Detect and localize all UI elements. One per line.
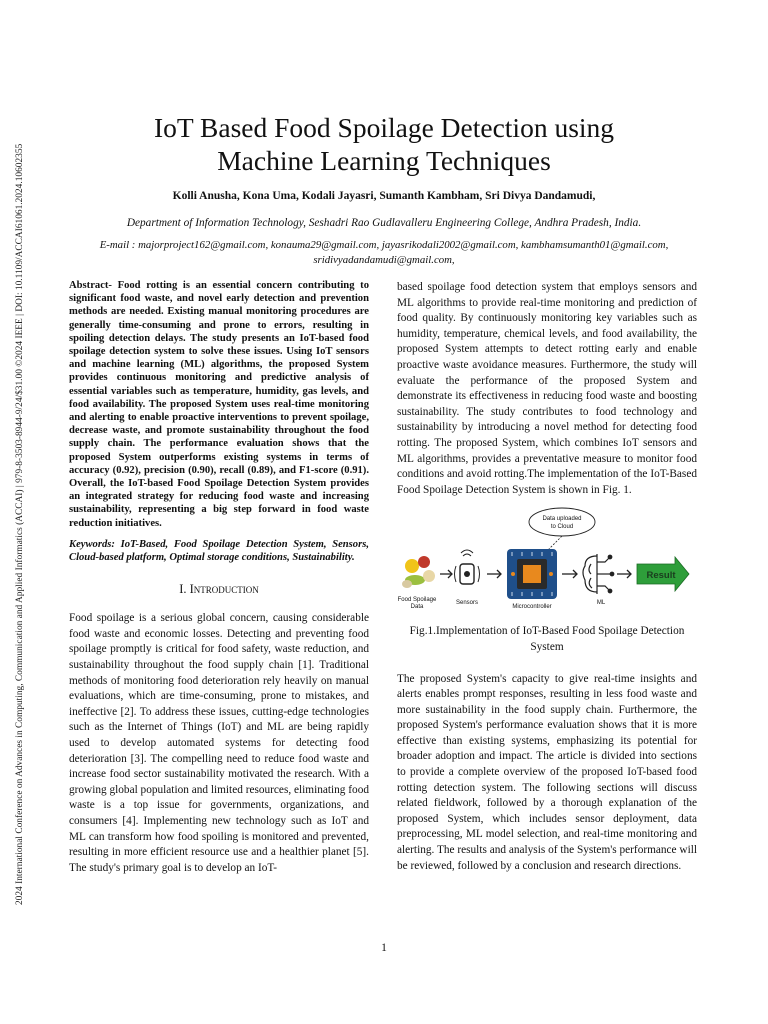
sensors-label: Sensors bbox=[455, 600, 479, 607]
email-line-2: sridivyadandamudi@gmail.com, bbox=[313, 254, 455, 266]
email-block bbox=[60, 238, 708, 268]
food-label-2: Data bbox=[410, 604, 424, 611]
sensor-icon bbox=[455, 550, 480, 584]
right-paragraph-1: based spoilage food detection system that employs sensors and ML algorithms to provide real-time monitoring and prediction of food quality. By continuously monitoring key variables such as humidity, temperature, chemical levels, and food availability, the proposed System attempts to detect rotting early and enable proactive waste avoidance measures. Furthermore, the study will evaluate the performance of the proposed System and demonstrate its effectiveness in reducing food waste and boosting sustainability. The study contributes to food technology and sustainability by introducing a novel method for detecting food rotting. The proposed System, which combines IoT sensors and ML algorithms, provides a preventative measure to monitor food conditions and avoid rotting.The implementation of the IoT-Based Food Spoilage Detection System is shown in Fig. 1. bbox=[397, 281, 697, 496]
introduction-paragraph: Food spoilage is a serious global concern, causing considerable food waste and economic losses. Detecting and preventing food spoilage promptly is critical for food safety, waste reduction, and sustainability throughout the food supply chain [1]. Traditional methods of monitoring food deterioration rely heavily on manual evaluations, which are time-consuming, prone to mistakes, and ineffective [2]. To address these issues, cutting-edge technologies such as the Internet of Things (IoT) and ML are being rapidly used to develop automated systems for detecting food deterioration [3]. The compelling need to reduce food waste and increase food sector sustainability motivated the research. With a growing global population and limited resources, eliminating food waste is a top issue for governments, organizations, and consumers [4]. Implementing new technology such as IoT and ML can transform how food spoiling is monitored and prevented, resulting in more efficient resource use and a healthier planet [5]. The study's primary goal is to develop an IoT- bbox=[69, 612, 369, 874]
cloud-label-1: Data uploaded bbox=[542, 516, 582, 523]
left-column bbox=[69, 279, 369, 876]
figure-1 bbox=[397, 504, 697, 622]
spacer bbox=[397, 656, 697, 672]
cloud-bubble bbox=[529, 508, 595, 536]
right-paragraph-2: The proposed System's capacity to give real-time insights and alerts enables prompt responses, resulting in less food waste and more sustainability in the food supply chain. Furthermore, the proposed System's performance evaluation shows that it is more effective than existing systems, emphasizing its potential for broader adoption and impact. The article is divided into sections to provide a complete overview of the proposed IoT-based food rotting detection system. The following sections will discuss related fieldwork, followed by a thorough explanation of the proposed System, which includes sensor deployment, data preprocessing, ML model selection, and real-time monitoring and alerting. The results and analysis of the System's performance will be reviewed, followed by a conclusion and research directions. bbox=[397, 672, 697, 872]
food-icon bbox=[402, 556, 435, 588]
brain-icon bbox=[583, 554, 614, 594]
author-list: Kolli Anusha, Kona Uma, Kodali Jayasri, Sumanth Kambham, Sri Divya Dandamudi, bbox=[172, 190, 596, 202]
system-diagram bbox=[397, 504, 697, 622]
affiliation: Department of Information Technology, Seshadri Rao Gudlavalleru Engineering College, Andhra Pradesh, India. bbox=[126, 217, 642, 229]
email-line-1: E-mail : majorproject162@gmail.com, konauma29@gmail.com, jayasrikodali2002@gmail.com, kambhamsumanth01@gmail.com, bbox=[99, 239, 669, 251]
right-column bbox=[397, 280, 697, 874]
microcontroller-icon bbox=[507, 549, 557, 599]
section-number: I. bbox=[179, 582, 190, 597]
conference-sidebar: 2024 International Conference on Advances in Computing, Communication and Applied Informatics (ACCAI) | 979-8-3503-8944-9/24/$31.00 ©2024 IEEE | DOI: 10.1109/ACCAI61061.2024.10602355 bbox=[15, 143, 25, 905]
cloud-label-2: to Cloud bbox=[550, 524, 574, 531]
microcontroller-label: Microcontroller bbox=[512, 604, 552, 611]
ml-label: ML bbox=[596, 600, 606, 607]
page-number: 1 bbox=[381, 942, 387, 954]
paper-title-line2: Machine Learning Techniques bbox=[217, 145, 551, 176]
result-label: Result bbox=[646, 570, 676, 582]
keywords: Keywords: IoT-Based, Food Spoilage Detection System, Sensors, Cloud-based platform, Optimal storage conditions, Sustainability. bbox=[69, 538, 369, 564]
section-heading bbox=[69, 581, 369, 597]
food-label-1: Food Spoilage bbox=[397, 597, 437, 604]
figure-caption: Fig.1.Implementation of IoT-Based Food Spoilage Detection System bbox=[409, 625, 685, 653]
abstract: Abstract- Food rotting is an essential concern contributing to significant food waste, and novel early detection and prevention methods are needed. Existing manual monitoring procedures are generally time-consuming and prone to errors, resulting in spoiling detection delays. The study presents an IoT-based food spoilage detection system to solve these issues. Using IoT sensors and machine learning (ML) algorithms, the proposed System provides continuous monitoring and predictive analysis of essential variables such as temperature, humidity, gas levels, and food availability. The proposed System uses real-time monitoring and alerting to enable proactive interventions to prevent spoilage, decrease waste, and promote sustainability throughout the food supply chain. The performance evaluation shows that the proposed System outperforms existing systems in terms of accuracy (0.92), precision (0.90), recall (0.89), and F1-score (0.91). Overall, the IoT-based Food Spoilage Detection System provides an integrated strategy for reducing food waste and increasing sustainability, representing a big step forward in food waste reduction initiatives. bbox=[69, 280, 369, 529]
paper-title-line1: IoT Based Food Spoilage Detection using bbox=[153, 112, 615, 143]
result-arrow-icon bbox=[637, 557, 689, 591]
section-title: Introduction bbox=[189, 582, 259, 597]
